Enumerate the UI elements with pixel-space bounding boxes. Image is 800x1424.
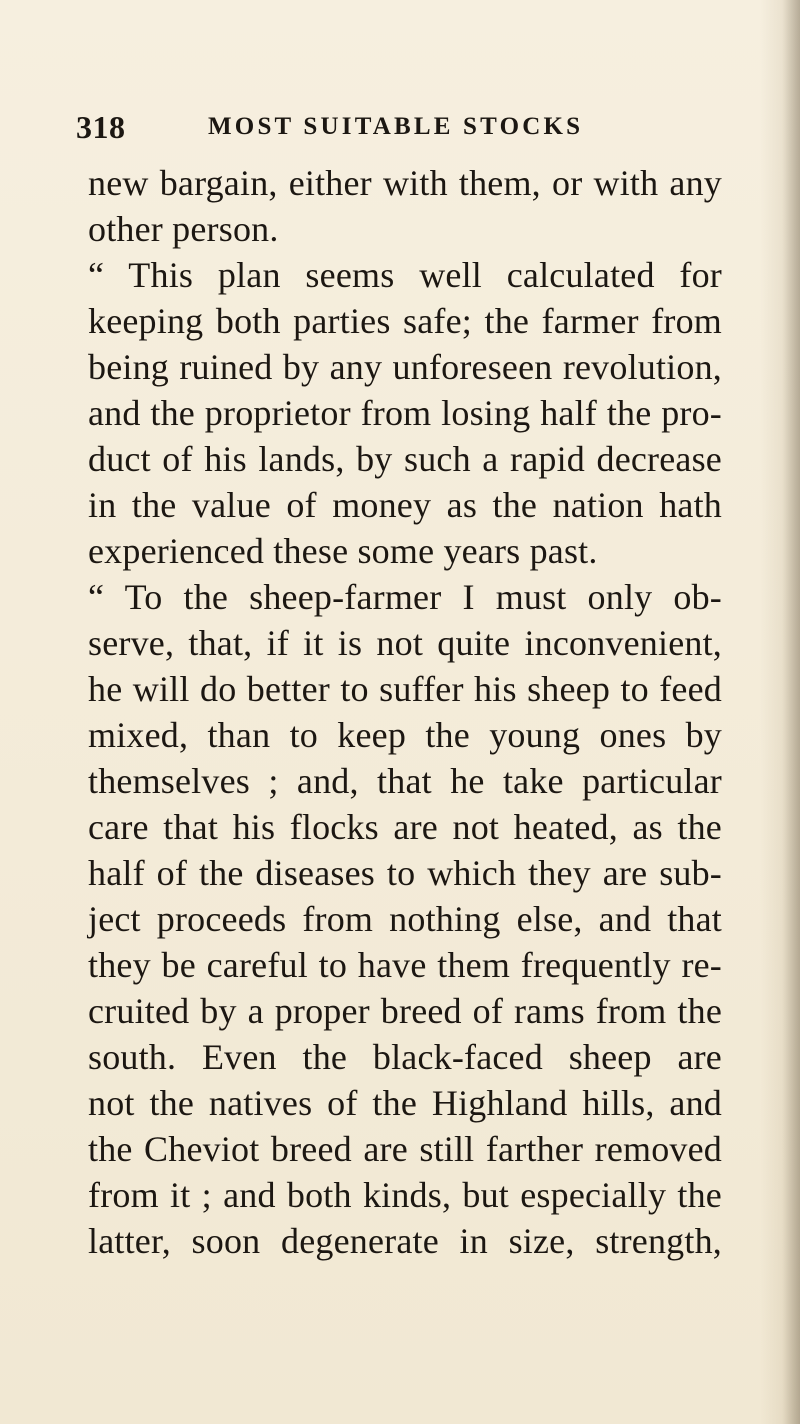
text-line: in the value of money as the nation hath <box>88 485 722 525</box>
page-number: 318 <box>76 109 126 145</box>
text-line: the Cheviot breed are still farther removed <box>88 1129 722 1169</box>
text-line: not the natives of the Highland hills, and <box>88 1083 722 1123</box>
text-line: latter, soon degenerate in size, strength, <box>88 1221 722 1261</box>
text-line: mixed, than to keep the young ones by <box>88 715 722 755</box>
text-line: keeping both parties safe; the farmer from <box>88 301 722 341</box>
running-title: MOST SUITABLE STOCKS <box>208 113 584 140</box>
text-line: half of the diseases to which they are sub- <box>88 853 722 893</box>
text-line: duct of his lands, by such a rapid decrease <box>88 439 722 479</box>
text-line: south. Even the black-faced sheep are <box>88 1037 722 1077</box>
text-line: new bargain, either with them, or with any <box>88 163 722 203</box>
body-text <box>88 160 722 1264</box>
text-line: care that his flocks are not heated, as the <box>88 807 722 847</box>
text-line: he will do better to suffer his sheep to feed <box>88 669 722 709</box>
text-line: being ruined by any unforeseen revolution, <box>88 347 722 387</box>
text-line: “ This plan seems well calculated for <box>88 255 722 295</box>
text-line: themselves ; and, that he take particular <box>88 761 722 801</box>
page-edge-shadow <box>782 0 800 1424</box>
text-line: they be careful to have them frequently re- <box>88 945 722 985</box>
text-line: experienced these some years past. <box>88 531 598 571</box>
text-line: serve, that, if it is not quite inconvenient, <box>88 623 722 663</box>
text-line: and the proprietor from losing half the pro- <box>88 393 722 433</box>
text-line: cruited by a proper breed of rams from the <box>88 991 722 1031</box>
text-line: other person. <box>88 209 279 249</box>
text-line: ject proceeds from nothing else, and that <box>88 899 722 939</box>
page-header <box>76 102 716 152</box>
text-line: from it ; and both kinds, but especially the <box>88 1175 722 1215</box>
text-line: “ To the sheep-farmer I must only ob- <box>88 577 722 617</box>
